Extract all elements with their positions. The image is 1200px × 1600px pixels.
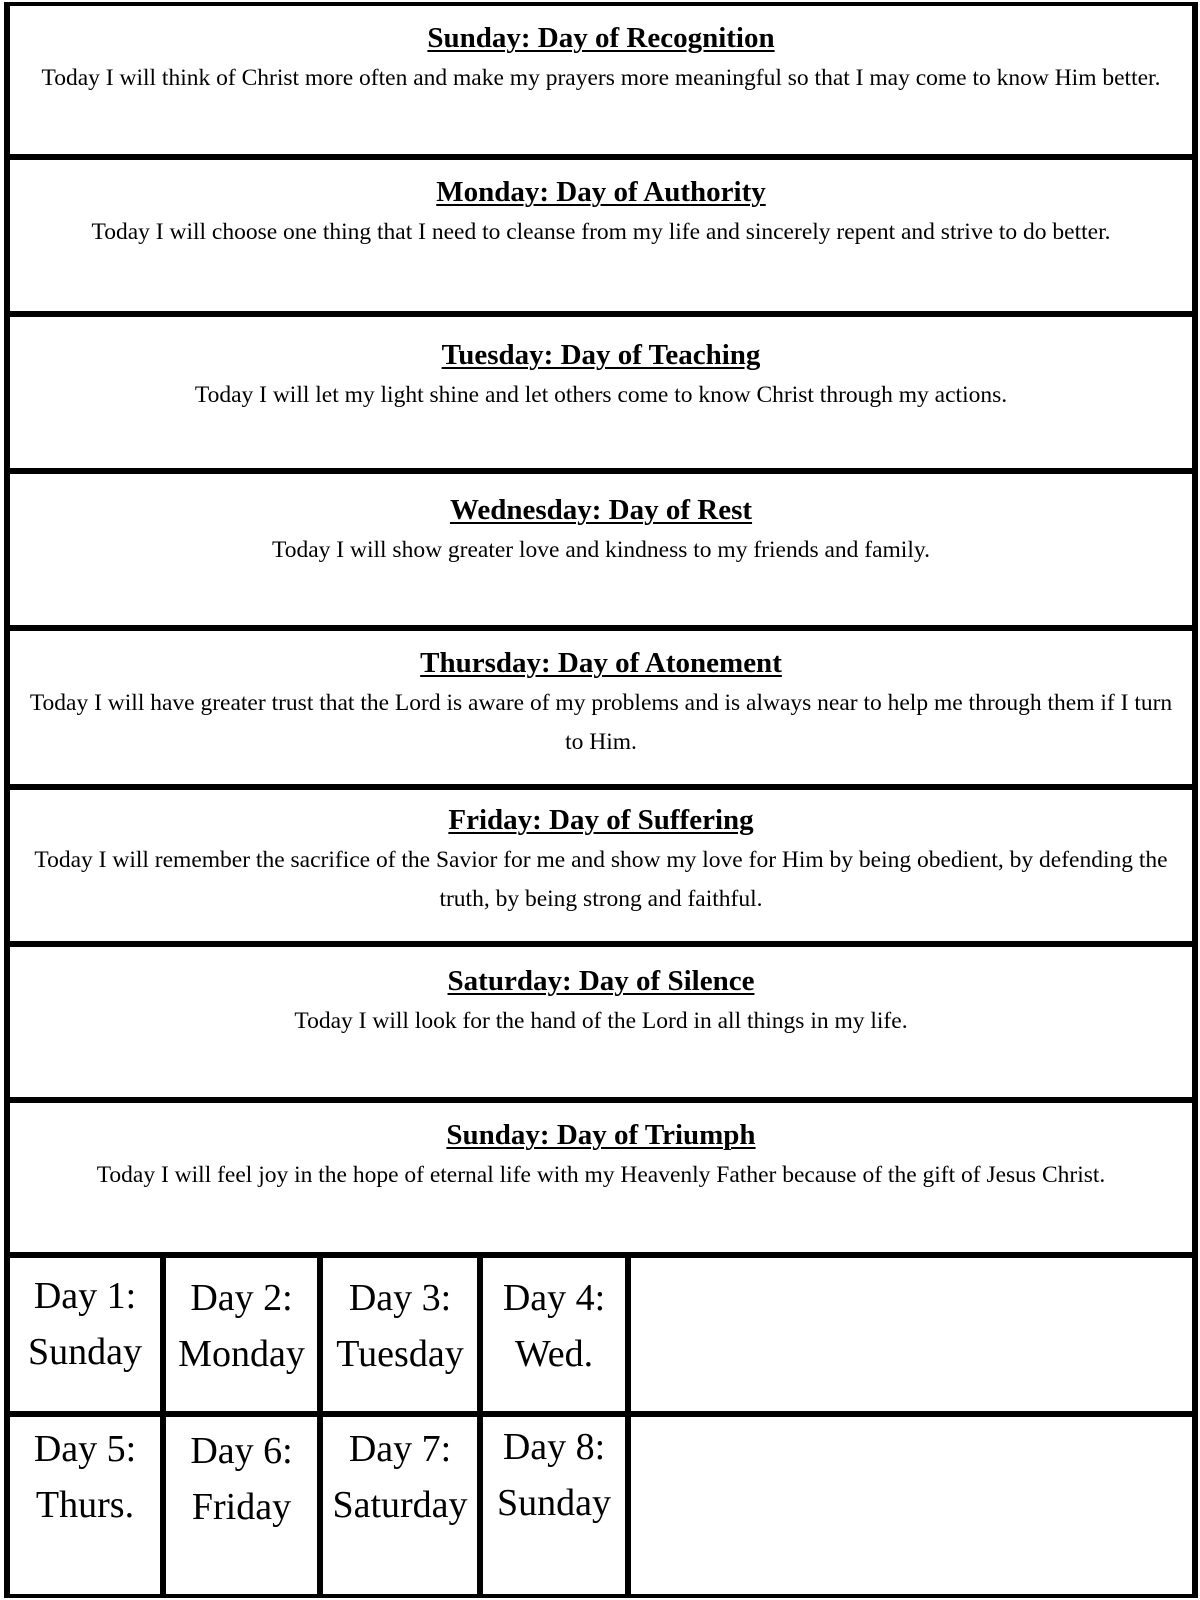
grid-cell-day-name: Sunday bbox=[28, 1331, 142, 1373]
grid-cell-day-label: Day 3: bbox=[348, 1277, 452, 1319]
grid-cell-day-1 bbox=[10, 1268, 160, 1380]
day-heading: Thursday: Day of Atonement bbox=[420, 647, 782, 679]
day-section-saturday-silence bbox=[10, 947, 1192, 1097]
grid-cell-day-4 bbox=[483, 1270, 625, 1382]
grid-cell-day-6 bbox=[166, 1423, 317, 1535]
grid-cell-day-label: Day 2: bbox=[190, 1277, 293, 1319]
grid-cell-day-7 bbox=[323, 1421, 477, 1533]
day-section-sunday-triumph bbox=[10, 1103, 1192, 1253]
grid-cell-day-8 bbox=[483, 1419, 625, 1531]
grid-cell-day-label: Day 5: bbox=[33, 1428, 137, 1470]
day-section-monday-authority bbox=[10, 160, 1192, 312]
grid-cell-day-2 bbox=[166, 1270, 317, 1382]
grid-cell-day-name: Friday bbox=[191, 1486, 292, 1528]
day-section-tuesday-teaching bbox=[10, 317, 1192, 467]
day-heading: Sunday: Day of Recognition bbox=[427, 22, 775, 54]
day-text: Today I will show greater love and kindness to my friends and family. bbox=[272, 537, 930, 563]
day-heading: Sunday: Day of Triumph bbox=[446, 1119, 756, 1151]
grid-cell-day-3 bbox=[323, 1270, 477, 1382]
day-text: Today I will remember the sacrifice of the Savior for me and show my love for Him by being obedient, by defending the truth, by being strong and faithful. bbox=[34, 847, 1168, 912]
grid-cell-day-name: Saturday bbox=[332, 1484, 468, 1526]
day-text: Today I will let my light shine and let others come to know Christ through my actions. bbox=[194, 382, 1008, 408]
day-text: Today I will choose one thing that I need to cleanse from my life and sincerely repent and strive to do better. bbox=[91, 219, 1111, 245]
grid-cell-day-name: Sunday bbox=[497, 1482, 611, 1524]
day-heading: Saturday: Day of Silence bbox=[447, 965, 755, 997]
grid-cell-day-label: Day 1: bbox=[33, 1275, 137, 1317]
day-heading: Tuesday: Day of Teaching bbox=[441, 339, 761, 371]
day-text: Today I will think of Christ more often and make my prayers more meaningful so that I may come to know Him better. bbox=[41, 65, 1161, 91]
day-section-thursday-atonement bbox=[10, 631, 1192, 783]
grid-cell-day-name: Wed. bbox=[514, 1333, 594, 1375]
day-section-wednesday-rest bbox=[10, 474, 1192, 624]
divider bbox=[10, 1252, 1192, 1258]
page-frame bbox=[4, 2, 1198, 1598]
day-section-sunday-recognition bbox=[10, 6, 1192, 156]
day-heading: Friday: Day of Suffering bbox=[448, 804, 754, 836]
grid-cell-day-5 bbox=[10, 1421, 160, 1533]
grid-row-divider bbox=[10, 1411, 1192, 1417]
day-section-friday-suffering bbox=[10, 790, 1192, 940]
day-heading: Wednesday: Day of Rest bbox=[449, 494, 753, 526]
day-text: Today I will look for the hand of the Lord in all things in my life. bbox=[294, 1008, 908, 1034]
grid-cell-day-label: Day 6: bbox=[190, 1430, 293, 1472]
day-text: Today I will feel joy in the hope of eternal life with my Heavenly Father because of the gift of Jesus Christ. bbox=[96, 1162, 1106, 1188]
grid-cell-day-label: Day 8: bbox=[502, 1426, 606, 1468]
grid-cell-day-label: Day 7: bbox=[348, 1428, 452, 1470]
grid-cell-day-name: Monday bbox=[178, 1333, 305, 1375]
grid-cell-day-label: Day 4: bbox=[502, 1277, 606, 1319]
grid-cell-day-name: Thurs. bbox=[35, 1484, 135, 1526]
grid-cell-day-name: Tuesday bbox=[336, 1333, 464, 1375]
grid-column-divider bbox=[625, 1258, 631, 1598]
day-text: Today I will have greater trust that the Lord is aware of my problems and is always near to help me through them if I turn to Him. bbox=[29, 690, 1173, 755]
day-heading: Monday: Day of Authority bbox=[436, 176, 766, 208]
